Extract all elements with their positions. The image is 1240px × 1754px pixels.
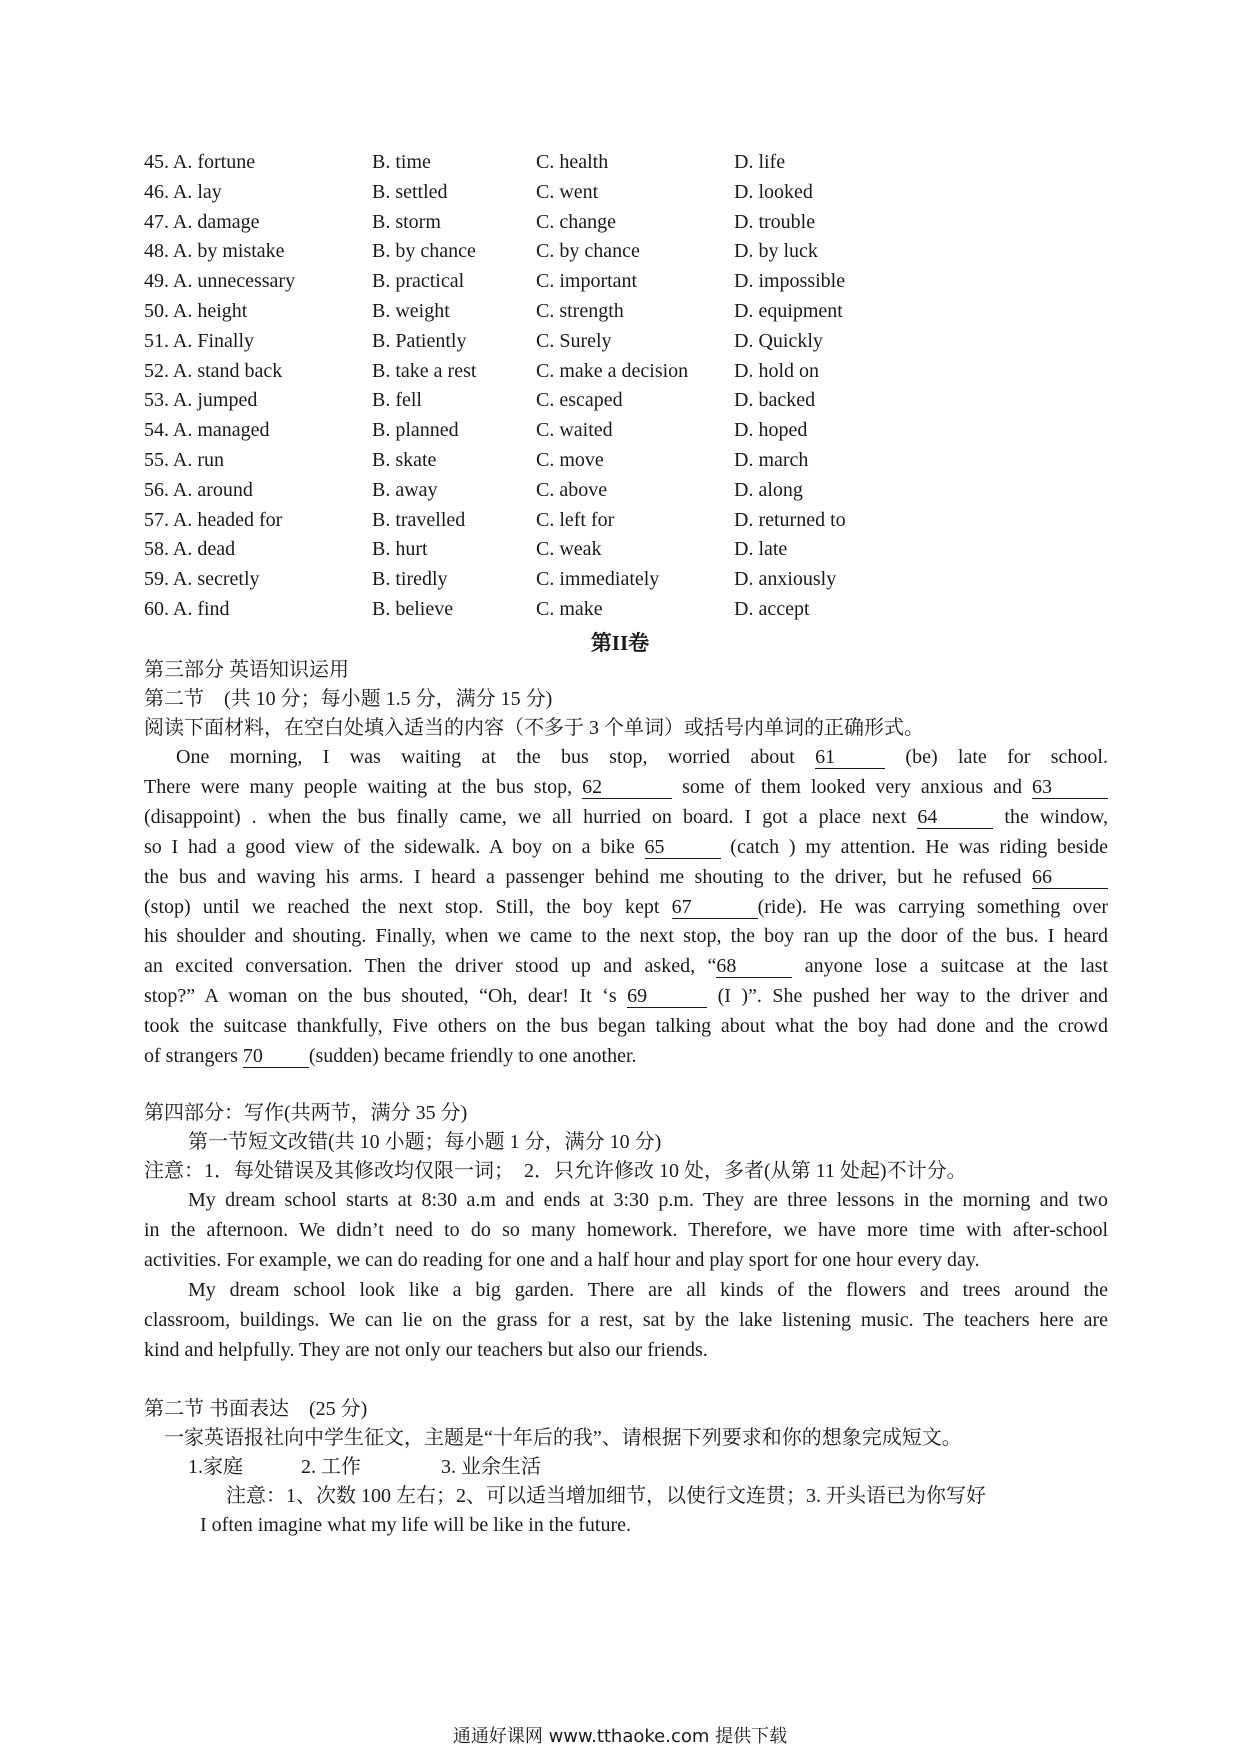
text-run: anyone lose a suitcase at the last (792, 955, 1109, 978)
passage-line (144, 893, 1108, 923)
option-row-48 (144, 237, 1044, 267)
option-b: B. skate (372, 448, 437, 471)
option-c: C. left for (536, 508, 615, 531)
option-row-56 (144, 476, 1044, 506)
option-d: D. late (734, 538, 788, 561)
text-run: the window, (993, 805, 1109, 828)
blank-67: 67 (672, 896, 758, 919)
option-a: 51. A. Finally (144, 329, 255, 352)
cloze-passage (144, 743, 1108, 1072)
text-run: some of them looked very anxious and (672, 775, 1032, 798)
text-run: the bus and waving his arms. I heard a passenger behind me shouting to the driver, but he refused (144, 865, 1032, 888)
option-b: B. travelled (372, 508, 466, 531)
option-c: C. above (536, 478, 608, 501)
text-run: (stop) until we reached the next stop. Still, the boy kept (144, 895, 672, 918)
option-d: D. Quickly (734, 329, 823, 352)
option-a: 59. A. secretly (144, 568, 260, 591)
option-row-53 (144, 386, 1044, 416)
error-correction-passage (144, 1186, 1108, 1365)
option-d: D. impossible (734, 270, 846, 293)
text-run: (disappoint) . when the bus finally came, we all hurried on board. I got a place next (144, 805, 918, 828)
option-a: 55. A. run (144, 448, 224, 471)
part3-subheading: 第二节 (共 10 分；每小题 1.5 分，满分 15 分) (144, 688, 553, 710)
option-row-59 (144, 565, 1044, 595)
section-title: 第II卷 (590, 631, 650, 655)
passage-line: his shoulder and shouting. Finally, when we came to the next stop, the boy ran up the door of the bus. I heard (144, 925, 1108, 948)
part4-section2: 第二节 书面表达 (25 分) (144, 1398, 368, 1420)
option-a: 56. A. around (144, 478, 253, 501)
option-b: B. time (372, 151, 431, 173)
text-run: (sudden) became friendly to one another. (308, 1045, 637, 1068)
option-c: C. weak (536, 538, 602, 561)
passage-line (144, 743, 1108, 773)
option-d: D. backed (734, 389, 816, 412)
part3-heading: 第三部分 英语知识运用 (144, 659, 349, 681)
part4-section1: 第一节短文改错(共 10 小题；每小题 1 分，满分 10 分) (188, 1131, 662, 1153)
point-leisure: 3. 业余生活 (441, 1456, 541, 1478)
text-run: (catch ) my attention. He was riding beside (720, 835, 1108, 858)
option-d: D. hoped (734, 419, 808, 442)
option-row-57 (144, 506, 1044, 536)
option-c: C. waited (536, 419, 613, 442)
writing-note: 注意：1、次数 100 左右；2、可以适当增加细节，以使行文连贯；3. 开头语已为你写好 (226, 1485, 986, 1507)
option-d: D. returned to (734, 508, 846, 531)
passage-line: My dream school look like a big garden. There are all kinds of the flowers and trees around the (188, 1278, 1108, 1301)
option-d: D. accept (734, 597, 810, 620)
option-a: 48. A. by mistake (144, 240, 285, 263)
option-c: C. went (536, 180, 599, 203)
passage-line (144, 773, 1108, 803)
passage-line: kind and helpfully. They are not only our teachers but also our friends. (144, 1338, 708, 1361)
option-c: C. move (536, 448, 604, 471)
option-row-49 (144, 267, 1044, 297)
text-run: (I )”. She pushed her way to the driver and (707, 985, 1108, 1008)
option-a: 46. A. lay (144, 180, 222, 203)
blank-65: 65 (645, 836, 721, 859)
option-row-45 (144, 148, 1044, 178)
option-b: B. planned (372, 419, 459, 442)
blank-64: 64 (917, 806, 993, 829)
option-b: B. away (372, 478, 438, 501)
option-a: 60. A. find (144, 597, 230, 620)
option-b: B. weight (372, 299, 450, 322)
text-run: There were many people waiting at the bus stop, (144, 775, 583, 798)
option-c: C. strength (536, 299, 624, 322)
option-d: D. hold on (734, 359, 819, 382)
passage-line (144, 982, 1108, 1012)
part4-note: 注意：1．每处错误及其修改均仅限一词； 2．只允许修改 10 处，多者(从第 11 处起)不计分。 (144, 1160, 967, 1182)
option-c: C. health (536, 151, 609, 173)
option-b: B. practical (372, 270, 465, 293)
passage-line (144, 833, 1108, 863)
option-a: 47. A. damage (144, 210, 260, 233)
blank-66: 66 (1032, 866, 1108, 889)
option-row-51 (144, 327, 1044, 357)
option-row-52 (144, 357, 1044, 387)
point-work: 2. 工作 (301, 1456, 361, 1478)
text-run: One morning, I was waiting at the bus stop, worried about (176, 746, 816, 768)
option-d: D. march (734, 448, 809, 471)
blank-61: 61 (815, 746, 885, 769)
blank-69: 69 (627, 985, 707, 1008)
option-row-46 (144, 178, 1044, 208)
option-c: C. escaped (536, 389, 623, 412)
passage-line (144, 863, 1108, 893)
option-a: 49. A. unnecessary (144, 270, 296, 293)
part3-instruction: 阅读下面材料，在空白处填入适当的内容（不多于 3 个单词）或括号内单词的正确形式。 (144, 717, 924, 739)
option-c: C. make a decision (536, 359, 689, 382)
option-row-60 (144, 595, 1044, 625)
point-family: 1.家庭 (188, 1456, 243, 1478)
option-c: C. change (536, 210, 616, 233)
option-row-54 (144, 416, 1044, 446)
option-d: D. life (734, 151, 786, 173)
option-d: D. anxiously (734, 568, 837, 591)
passage-line (144, 952, 1108, 982)
option-b: B. storm (372, 210, 441, 233)
text-run: stop?” A woman on the bus shouted, “Oh, dear! It ‘s (144, 985, 628, 1008)
option-d: D. along (734, 478, 803, 501)
text-run: of strangers (144, 1045, 243, 1068)
option-b: B. take a rest (372, 359, 477, 382)
option-c: C. make (536, 597, 603, 620)
blank-62: 62 (582, 776, 672, 799)
option-b: B. tiredly (372, 568, 448, 591)
option-b: B. settled (372, 180, 448, 203)
option-a: 54. A. managed (144, 419, 270, 442)
option-b: B. fell (372, 389, 422, 412)
passage-line (144, 803, 1108, 833)
writing-task: 一家英语报社向中学生征文，主题是“十年后的我”、请根据下列要求和你的想象完成短文。 (164, 1427, 962, 1449)
text-run: an excited conversation. Then the driver stood up and asked, “ (144, 955, 717, 978)
option-a: 53. A. jumped (144, 389, 258, 412)
option-d: D. equipment (734, 299, 843, 322)
blank-63: 63 (1032, 776, 1108, 799)
blank-68: 68 (716, 955, 792, 978)
option-d: D. trouble (734, 210, 816, 233)
option-a: 57. A. headed for (144, 508, 283, 531)
passage-line: took the suitcase thankfully, Five others on the bus began talking about what the boy had done and the crowd (144, 1015, 1108, 1038)
option-row-50 (144, 297, 1044, 327)
text-run: (be) late for school. (885, 746, 1108, 768)
option-b: B. believe (372, 597, 454, 620)
opening-sentence: I often imagine what my life will be like in the future. (200, 1514, 631, 1536)
option-c: C. Surely (536, 329, 612, 352)
option-a: 45. A. fortune (144, 151, 256, 173)
option-c: C. by chance (536, 240, 640, 263)
footer: 通通好课网 www.tthaoke.com 提供下载 (452, 1726, 788, 1747)
blank-70: 70 (243, 1045, 309, 1068)
passage-line: My dream school starts at 8:30 a.m and ends at 3:30 p.m. They are three lessons in the morning and two (188, 1189, 1108, 1211)
option-b: B. hurt (372, 538, 428, 561)
option-c: C. immediately (536, 568, 660, 591)
option-row-58 (144, 535, 1044, 565)
part4-heading: 第四部分：写作(共两节，满分 35 分) (144, 1102, 468, 1124)
text-run: (ride). He was carrying something over (757, 895, 1108, 918)
option-d: D. looked (734, 180, 813, 203)
option-c: C. important (536, 270, 638, 293)
passage-line (144, 1042, 1108, 1072)
option-d: D. by luck (734, 240, 818, 263)
option-b: B. by chance (372, 240, 476, 263)
options-table (144, 148, 1044, 625)
passage-line: activities. For example, we can do reading for one and a half hour and play sport for one hour every day. (144, 1248, 980, 1271)
passage-line: in the afternoon. We didn’t need to do so many homework. Therefore, we have more time with after-school (144, 1218, 1108, 1241)
option-row-47 (144, 208, 1044, 238)
option-a: 50. A. height (144, 299, 248, 322)
option-row-55 (144, 446, 1044, 476)
text-run: so I had a good view of the sidewalk. A boy on a bike (144, 835, 645, 858)
passage-line: classroom, buildings. We can lie on the grass for a rest, sat by the lake listening music. The teachers here are (144, 1308, 1108, 1331)
option-a: 52. A. stand back (144, 359, 283, 382)
writing-points (188, 1453, 541, 1482)
option-a: 58. A. dead (144, 538, 236, 561)
option-b: B. Patiently (372, 329, 467, 352)
